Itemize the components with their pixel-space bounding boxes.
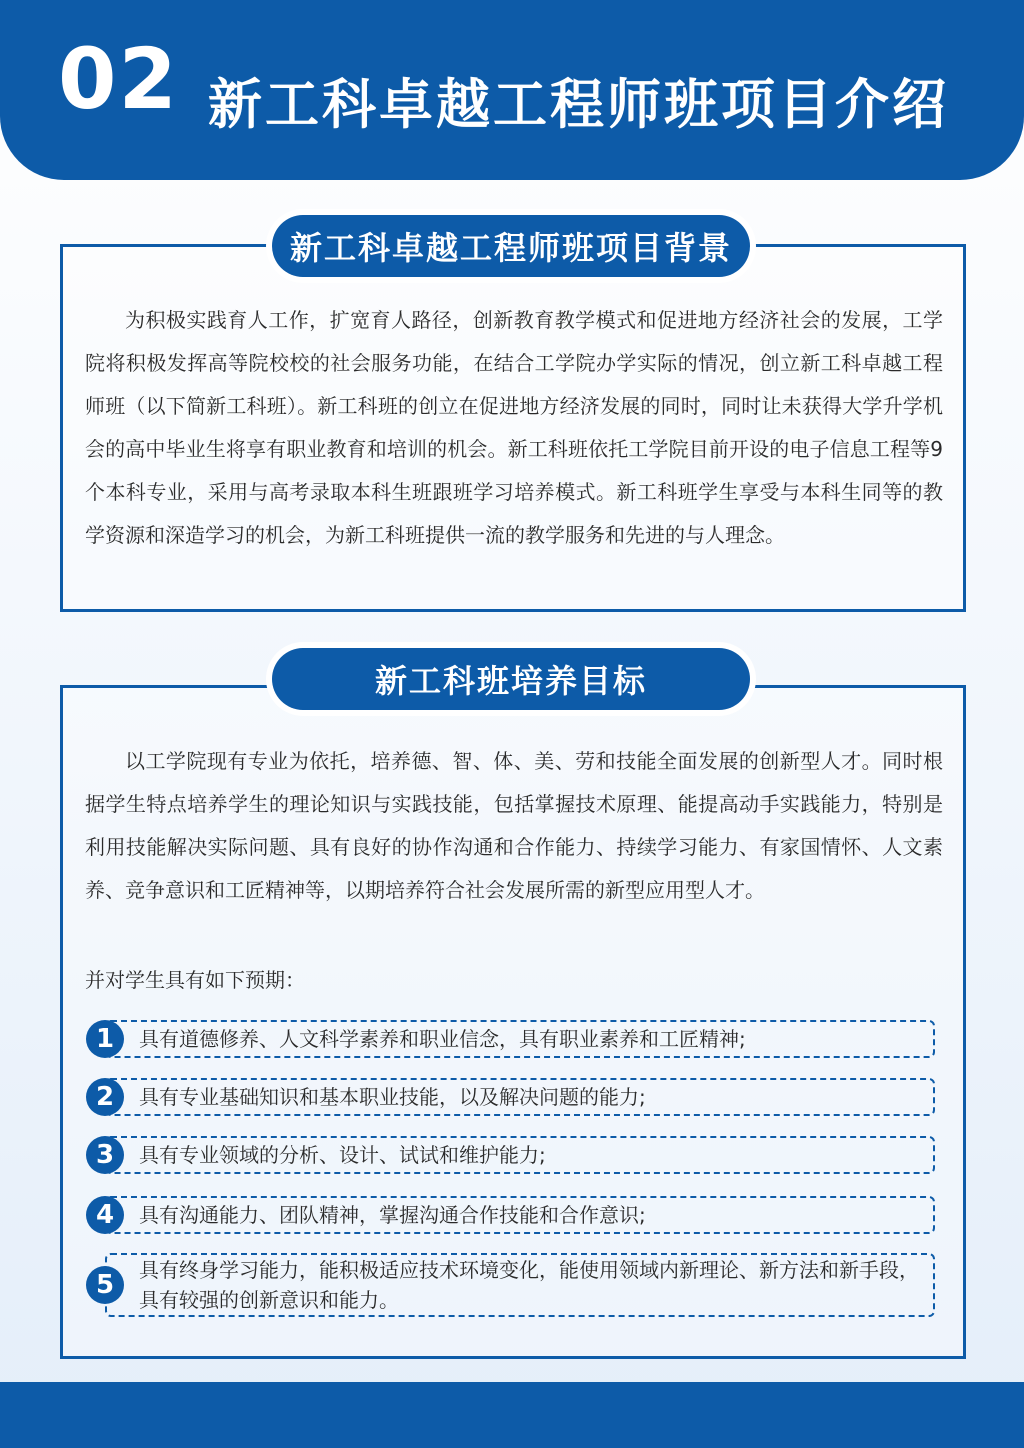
expectation-item-4 bbox=[105, 1196, 935, 1234]
expectation-text: 具有沟通能力、团队精神，掌握沟通合作技能和合作意识; bbox=[139, 1203, 646, 1227]
header-banner bbox=[0, 0, 1024, 180]
expectations-label: 并对学生具有如下预期： bbox=[85, 968, 305, 992]
section-number: 02 bbox=[58, 30, 179, 128]
expectation-text: 具有道德修养、人文科学素养和职业信念，具有职业素养和工匠精神; bbox=[139, 1027, 746, 1051]
expectation-text: 具有专业基础知识和基本职业技能，以及解决问题的能力; bbox=[139, 1085, 646, 1109]
goals-section bbox=[60, 685, 966, 1359]
background-section-title: 新工科卓越工程师班项目背景 bbox=[272, 215, 750, 277]
background-section bbox=[60, 244, 966, 612]
goals-paragraph: 以工学院现有专业为依托，培养德、智、体、美、劳和技能全面发展的创新型人才。同时根据学生特点培养学生的理论知识与实践技能，包括掌握技术原理、能提高动手实践能力，特别是利用技能解决实际问题、具有良好的协作沟通和合作能力、持续学习能力、有家国情怀、人文素养、竞争意识和工匠精神等，以期培养符合社会发展所需的新型应用型人才。 bbox=[85, 749, 943, 902]
number-badge-4: 4 bbox=[86, 1196, 124, 1234]
goals-section-title: 新工科班培养目标 bbox=[272, 648, 750, 710]
number-badge-1: 1 bbox=[86, 1020, 124, 1058]
expectation-text: 具有终身学习能力，能积极适应技术环境变化，能使用领域内新理论、新方法和新手段，具有较强的创新意识和能力。 bbox=[139, 1258, 919, 1312]
expectation-item-5 bbox=[105, 1253, 935, 1317]
expectation-item-3 bbox=[105, 1136, 935, 1174]
number-badge-5: 5 bbox=[86, 1266, 124, 1304]
number-badge-2: 2 bbox=[86, 1078, 124, 1116]
page-title: 新工科卓越工程师班项目介绍 bbox=[208, 73, 949, 136]
footer-bar bbox=[0, 1382, 1024, 1448]
expectation-text: 具有专业领域的分析、设计、试试和维护能力; bbox=[139, 1143, 546, 1167]
number-badge-3: 3 bbox=[86, 1136, 124, 1174]
background-paragraph: 为积极实践育人工作，扩宽育人路径，创新教育教学模式和促进地方经济社会的发展，工学院将积极发挥高等院校校的社会服务功能，在结合工学院办学实际的情况，创立新工科卓越工程师班（以下简新工科班）。新工科班的创立在促进地方经济发展的同时，同时让未获得大学升学机会的高中毕业生将享有职业教育和培训的机会。新工科班依托工学院目前开设的电子信息工程等9个本科专业，采用与高考录取本科生班跟班学习培养模式。新工科班学生享受与本科生同等的教学资源和深造学习的机会，为新工科班提供一流的教学服务和先进的与人理念。 bbox=[85, 308, 943, 547]
expectation-item-2 bbox=[105, 1078, 935, 1116]
expectation-item-1 bbox=[105, 1020, 935, 1058]
